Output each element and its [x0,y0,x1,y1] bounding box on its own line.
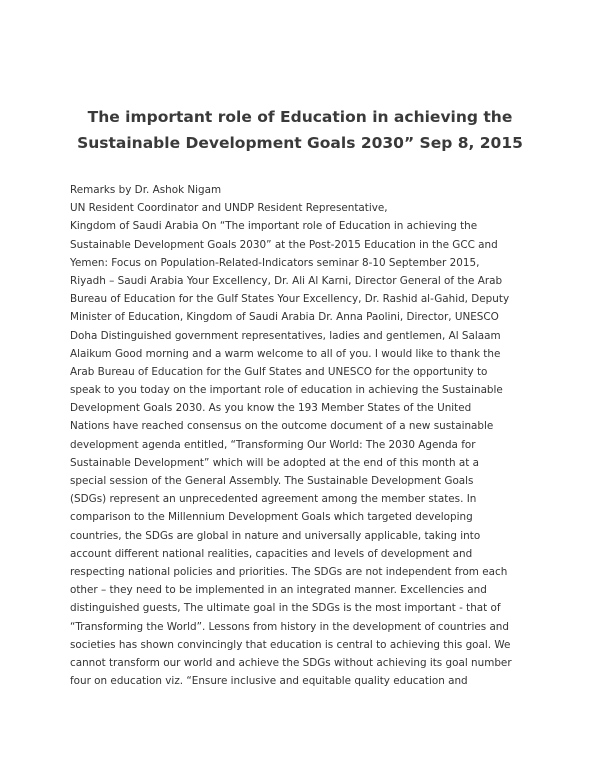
body-line: other – they need to be implemented in an integrated manner. Excellencies and [70,584,487,597]
body-line: countries, the SDGs are global in nature and universally applicable, taking into [70,529,481,542]
body-line: Remarks by Dr. Ashok Nigam [70,184,222,196]
document-body [70,181,540,690]
body-line: (SDGs) represent an unprecedented agreement among the member states. In [70,493,477,506]
body-line: distinguished guests, The ultimate goal in the SDGs is the most important - that of [70,602,501,615]
body-line: Arab Bureau of Education for the Gulf States and UNESCO for the opportunity to [70,365,488,378]
body-line: Bureau of Education for the Gulf States Your Excellency, Dr. Rashid al-Gahid, Deputy [70,293,510,306]
body-line: development agenda entitled, “Transforming Our World: The 2030 Agenda for [70,438,476,451]
body-line: respecting national policies and priorities. The SDGs are not independent from each [70,565,508,578]
document-title [40,104,560,156]
body-line: UN Resident Coordinator and UNDP Resident Representative, [70,202,388,215]
body-line: “Transforming the World”. Lessons from history in the development of countries and [70,620,509,633]
body-line: Development Goals 2030. As you know the 193 Member States of the United [70,402,472,415]
body-line: account different national realities, capacities and levels of development and [70,547,473,560]
body-line: Nations have reached consensus on the outcome document of a new sustainable [70,420,494,433]
body-line: Sustainable Development” which will be adopted at the end of this month at a [70,456,479,469]
body-line: Minister of Education, Kingdom of Saudi Arabia Dr. Anna Paolini, Director, UNESCO [70,311,499,324]
body-line: societies has shown convincingly that education is central to achieving this goal. We [70,638,511,651]
body-line: special session of the General Assembly. The Sustainable Development Goals [70,475,474,487]
body-line: four on education viz. “Ensure inclusive and equitable quality education and [70,675,468,688]
body-line: Kingdom of Saudi Arabia On “The important role of Education in achieving the [70,220,478,233]
title-line: The important role of Education in achieving the [87,108,513,126]
body-line: Sustainable Development Goals 2030” at the Post-2015 Education in the GCC and [70,238,498,251]
body-line: Riyadh – Saudi Arabia Your Excellency, Dr. Ali Al Karni, Director General of the Arab [70,274,503,287]
body-line: Doha Distinguished government representatives, ladies and gentlemen, Al Salaam [70,329,501,342]
body-line: cannot transform our world and achieve the SDGs without achieving its goal number [70,656,512,669]
body-line: comparison to the Millennium Development Goals which targeted developing [70,511,473,524]
body-line: Yemen: Focus on Population-Related-Indicators seminar 8-10 September 2015, [70,256,480,269]
title-line: Sustainable Development Goals 2030” Sep 8, 2015 [77,134,523,152]
body-line: Alaikum Good morning and a warm welcome to all of you. I would like to thank the [70,347,501,360]
body-line: speak to you today on the important role of education in achieving the Sustainable [70,384,503,397]
